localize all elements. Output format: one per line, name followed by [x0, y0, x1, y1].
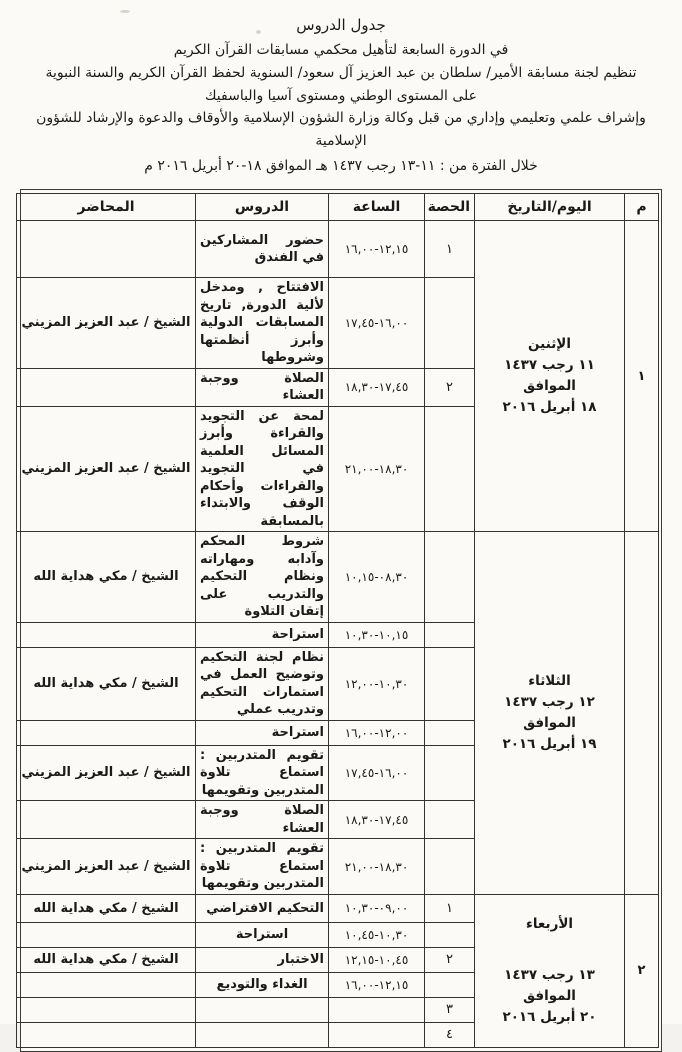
day-name: الأربعاء: [525, 915, 574, 932]
lesson-cell: تقويم المتدربين : استماع تلاوة المتدربين وتقويمها: [196, 745, 329, 801]
day-date-cell: [475, 532, 625, 895]
table-row: [17, 221, 659, 278]
lesson-cell: [196, 997, 329, 1022]
day-date-cell: [475, 894, 625, 1047]
intro-line: وإشراف علمي وتعليمي وإداري من قبل وكالة وزارة الشؤون الإسلامية والأوقاف والدعوة والإرشاد للشؤون الإسلامية: [36, 110, 646, 149]
lecturer-cell: الشيخ / مكي هداية الله: [17, 947, 196, 972]
session-cell: [425, 720, 475, 745]
session-cell: [425, 647, 475, 720]
session-cell: [425, 801, 475, 839]
lesson-cell: استراحة: [196, 720, 329, 745]
lecturer-cell: [17, 997, 196, 1022]
date-line: الموافق: [523, 987, 576, 1004]
time-cell: ١٠,٣٠-١٠,٤٥: [329, 922, 425, 947]
lecturer-cell: [17, 720, 196, 745]
lesson-cell: حضور المشاركين في الفندق: [196, 221, 329, 278]
lesson-cell: لمحة عن التجويد والقراءة وأبرز المسائل العلمية في التجويد والقراءات وأحكام الوقف والابتداء بالمسابقة: [196, 406, 329, 532]
time-cell: ٠٨,٣٠-١٠,١٥: [329, 532, 425, 623]
time-cell: ١٨,٣٠-٢١,٠٠: [329, 406, 425, 532]
lecturer-cell: [17, 972, 196, 997]
lesson-cell: شروط المحكم وآدابه ومهاراته ونظام التحكيم والتدريب على إتقان التلاوة: [196, 532, 329, 623]
table-row: [17, 894, 659, 922]
date-line: الموافق: [523, 715, 576, 732]
lesson-cell: الصلاة ووجبة العشاء: [196, 801, 329, 839]
col-header-session: الحصة: [425, 194, 475, 221]
day-date-cell: [475, 221, 625, 532]
schedule-table: [16, 193, 659, 1048]
lecturer-cell: الشيخ / عبد العزيز المزيني: [17, 745, 196, 801]
session-cell: ٣: [425, 997, 475, 1022]
lecturer-cell: الشيخ / مكي هداية الله: [17, 532, 196, 623]
intro-line: في الدورة السابعة لتأهيل محكمي مسابقات القرآن الكريم: [173, 42, 509, 59]
date-line: ١١ رجب ١٤٣٧: [504, 357, 595, 374]
session-cell: [425, 622, 475, 647]
col-header-index: م: [625, 194, 659, 221]
time-cell: ١٠,٤٥-١٢,١٥: [329, 947, 425, 972]
lecturer-cell: [17, 801, 196, 839]
period-line: خلال الفترة من : ١١-١٣ رجب ١٤٣٧ هـ الموافق ١٨-٢٠ أبريل ٢٠١٦ م: [144, 157, 538, 174]
lecturer-cell: الشيخ / مكي هداية الله: [17, 894, 196, 922]
col-header-day-date: اليوم/التاريخ: [475, 194, 625, 221]
time-cell: [329, 997, 425, 1022]
document-header: [0, 0, 682, 177]
page-title: جدول الدروس: [296, 16, 386, 34]
lesson-cell: استراحة: [196, 922, 329, 947]
lecturer-cell: [17, 221, 196, 278]
lecturer-cell: [17, 922, 196, 947]
lecturer-cell: [17, 1022, 196, 1047]
scan-artifact: [256, 30, 261, 34]
date-line: الموافق: [523, 378, 576, 395]
lecturer-cell: الشيخ / عبد العزيز المزيني: [17, 839, 196, 895]
session-cell: ٤: [425, 1022, 475, 1047]
lesson-cell: استراحة: [196, 622, 329, 647]
lecturer-cell: [17, 368, 196, 406]
col-header-lessons: الدروس: [196, 194, 329, 221]
day-index-cell: ١: [625, 221, 659, 532]
session-cell: [425, 278, 475, 369]
time-cell: ١٦,٠٠-١٧,٤٥: [329, 745, 425, 801]
session-cell: [425, 745, 475, 801]
date-line: ٢٠ أبريل ٢٠١٦: [502, 1008, 597, 1025]
lesson-cell: الغداء والتوديع: [196, 972, 329, 997]
date-line: ١٩ أبريل ٢٠١٦: [502, 736, 597, 752]
lecturer-cell: [17, 622, 196, 647]
date-line: ١٣ رجب ١٤٣٧: [504, 966, 595, 983]
time-cell: [329, 1022, 425, 1047]
session-cell: ٢: [425, 947, 475, 972]
time-cell: ٠٩,٠٠-١٠,٣٠: [329, 894, 425, 922]
session-cell: [425, 922, 475, 947]
lesson-cell: الافتتاح , ومدخل لألية الدورة, تاريخ المسابقات الدولية وأبرز أنظمتها وشروطها: [196, 278, 329, 369]
table-header-row: [17, 194, 659, 221]
schedule-table-frame: [20, 189, 662, 1052]
time-cell: ١٦,٠٠-١٧,٤٥: [329, 278, 425, 369]
day-index-cell: [625, 532, 659, 895]
lesson-cell: الصلاة ووجبة العشاء: [196, 368, 329, 406]
scan-artifact: [120, 10, 130, 13]
time-cell: ١٢,١٥-١٦,٠٠: [329, 972, 425, 997]
lecturer-cell: الشيخ / مكي هداية الله: [17, 647, 196, 720]
lesson-cell: تقويم المتدربين : استماع تلاوة المتدربين وتقويمها: [196, 839, 329, 895]
col-header-time: الساعة: [329, 194, 425, 221]
intro-line: على المستوى الوطني ومستوى آسيا والباسفيك: [204, 87, 477, 104]
session-cell: ١: [425, 894, 475, 922]
col-header-lecturer: المحاضر: [17, 194, 196, 221]
session-cell: [425, 532, 475, 623]
time-cell: ١٠,١٥-١٠,٣٠: [329, 622, 425, 647]
session-cell: [425, 839, 475, 895]
session-cell: [425, 972, 475, 997]
lesson-cell: [196, 1022, 329, 1047]
day-index-cell: ٢: [625, 894, 659, 1047]
session-cell: ٢: [425, 368, 475, 406]
lecturer-cell: الشيخ / عبد العزيز المزيني: [17, 406, 196, 532]
lecturer-cell: الشيخ / عبد العزيز المزيني: [17, 278, 196, 369]
time-cell: ١٢,٠٠-١٦,٠٠: [329, 720, 425, 745]
time-cell: ١٧,٤٥-١٨,٣٠: [329, 801, 425, 839]
day-name: الثلاثاء: [528, 673, 571, 690]
session-cell: [425, 406, 475, 532]
session-cell: ١: [425, 221, 475, 278]
lesson-cell: الاختبار: [196, 947, 329, 972]
time-cell: ١٢,١٥-١٦,٠٠: [329, 221, 425, 278]
date-line: ١٨ أبريل ٢٠١٦: [502, 399, 597, 416]
time-cell: ١٠,٣٠-١٢,٠٠: [329, 647, 425, 720]
lesson-cell: نظام لجنة التحكيم وتوضيح العمل في استمارات التحكيم وتدريب عملي: [196, 647, 329, 720]
lesson-cell: التحكيم الافتراضي: [196, 894, 329, 922]
day-name: الإثنين: [528, 336, 571, 353]
intro-line: تنظيم لجنة مسابقة الأمير/ سلطان بن عبد العزيز آل سعود/ السنوية لحفظ القرآن الكريم والسنة النبوية: [45, 64, 637, 81]
time-cell: ١٨,٣٠-٢١,٠٠: [329, 839, 425, 895]
date-line: ١٢ رجب ١٤٣٧: [504, 694, 595, 711]
time-cell: ١٧,٤٥-١٨,٣٠: [329, 368, 425, 406]
table-row: [17, 532, 659, 623]
